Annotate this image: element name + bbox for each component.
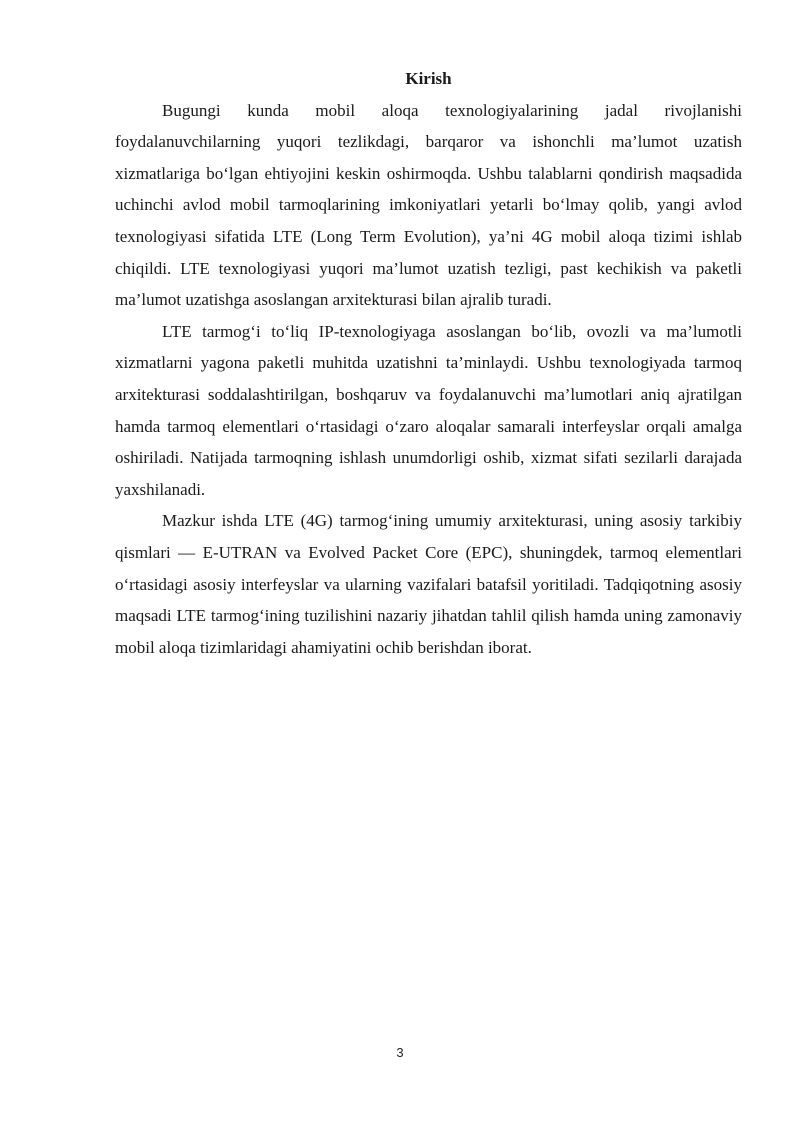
page-content	[115, 63, 742, 663]
paragraph-3: Mazkur ishda LTE (4G) tarmog‘ining umumiy arxitekturasi, uning asosiy tarkibiy qismlari — E-UTRAN va Evolved Packet Core (EPC), shuningdek, tarmoq elementlari o‘rtasidagi asosiy interfeyslar va ularning vazifalari batafsil yoritiladi. Tadqiqotning asosiy maqsadi LTE tarmog‘ining tuzilishini nazariy jihatdan tahlil qilish hamda uning zamonaviy mobil aloqa tizimlaridagi ahamiyatini ochib berishdan iborat.	[115, 511, 742, 657]
paragraph-1: Bugungi kunda mobil aloqa texnologiyalarining jadal rivojlanishi foydalanuvchilarning yuqori tezlikdagi, barqaror va ishonchli ma’lumot uzatish xizmatlariga bo‘lgan ehtiyojini keskin oshirmoqda. Ushbu talablarni qondirish maqsadida uchinchi avlod mobil tarmoqlarining imkoniyatlari yetarli bo‘lmay qolib, yangi avlod texnologiyasi sifatida LTE (Long Term Evolution), ya’ni 4G mobil aloqa tizimi ishlab chiqildi. LTE texnologiyasi yuqori ma’lumot uzatish tezligi, past kechikish va paketli ma’lumot uzatishga asoslangan arxitekturasi bilan ajralib turadi.	[115, 100, 742, 310]
paragraph-2: LTE tarmog‘i to‘liq IP-texnologiyaga asoslangan bo‘lib, ovozli va ma’lumotli xizmatlarni yagona paketli muhitda uzatishni ta’minlaydi. Ushbu texnologiyada tarmoq arxitekturasi soddalashtirilgan, boshqaruv va foydalanuvchi ma’lumotlari aniq ajratilgan hamda tarmoq elementlari o‘rtasidagi o‘zaro aloqalar samarali interfeyslar orqali amalga oshiriladi. Natijada tarmoqning ishlash unumdorligi oshib, xizmat sifati sezilarli darajada yaxshilanadi.	[115, 321, 742, 499]
section-title: Kirish	[405, 69, 452, 88]
page-number: 3	[396, 1045, 404, 1060]
